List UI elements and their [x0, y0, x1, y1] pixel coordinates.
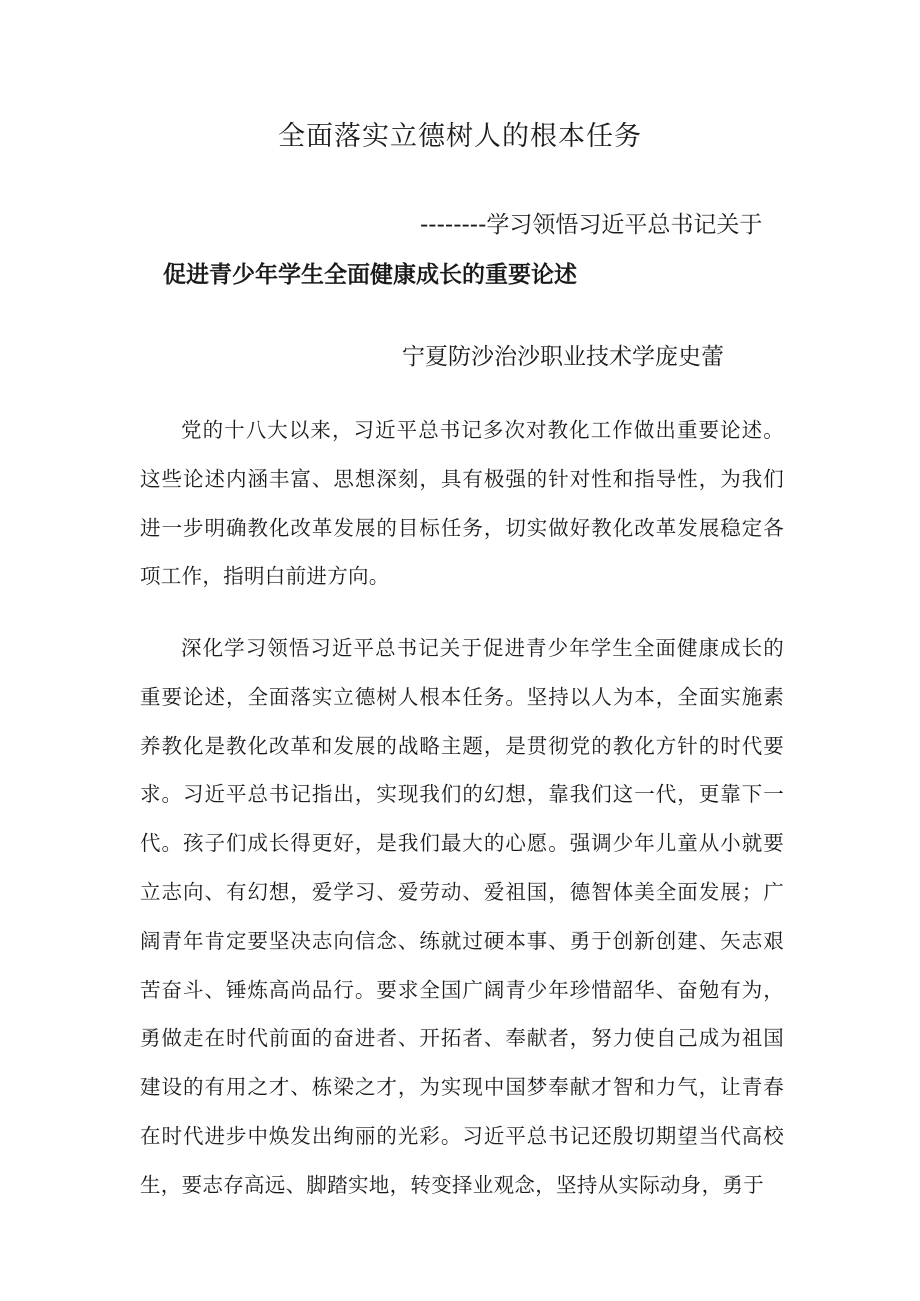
- document-subtitle-line1: --------学习领悟习近平总书记关于: [420, 212, 763, 238]
- body-paragraph-2: 深化学习领悟习近平总书记关于促进青少年学生全面健康成长的重要论述，全面落实立德树人根本任务。坚持以人为本，全面实施素养教化是教化改革和发展的战略主题，是贯彻党的教化方针的时代要求。习近平总书记指出，实现我们的幻想，靠我们这一代，更靠下一代。孩子们成长得更好，是我们最大的心愿。强调少年儿童从小就要立志向、有幻想，爱学习、爱劳动、爱祖国，德智体美全面发展；广阔青年肯定要坚决志向信念、练就过硬本事、勇于创新创建、矢志艰苦奋斗、锤炼高尚品行。要求全国广阔青少年珍惜韶华、奋勉有为，勇做走在时代前面的奋进者、开拓者、奉献者，努力使自己成为祖国建设的有用之才、栋梁之才，为实现中国梦奉献才智和力气，让青春在时代进步中焕发出绚丽的光彩。习近平总书记还殷切期望当代高校生，要志存高远、脚踏实地，转变择业观念，坚持从实际动身，勇于: [140, 636, 784, 1197]
- document-subtitle-line2: 促进青少年学生全面健康成长的重要论述: [163, 262, 577, 288]
- document-title: 全面落实立德树人的根本任务: [278, 121, 642, 152]
- document-author: 宁夏防沙治沙职业技术学庞史蕾: [402, 344, 724, 370]
- body-paragraph-1: 党的十八大以来，习近平总书记多次对教化工作做出重要论述。这些论述内涵丰富、思想深刻，具有极强的针对性和指导性，为我们进一步明确教化改革发展的目标任务，切实做好教化改革发展稳定各项工作，指明白前进方向。: [140, 418, 784, 589]
